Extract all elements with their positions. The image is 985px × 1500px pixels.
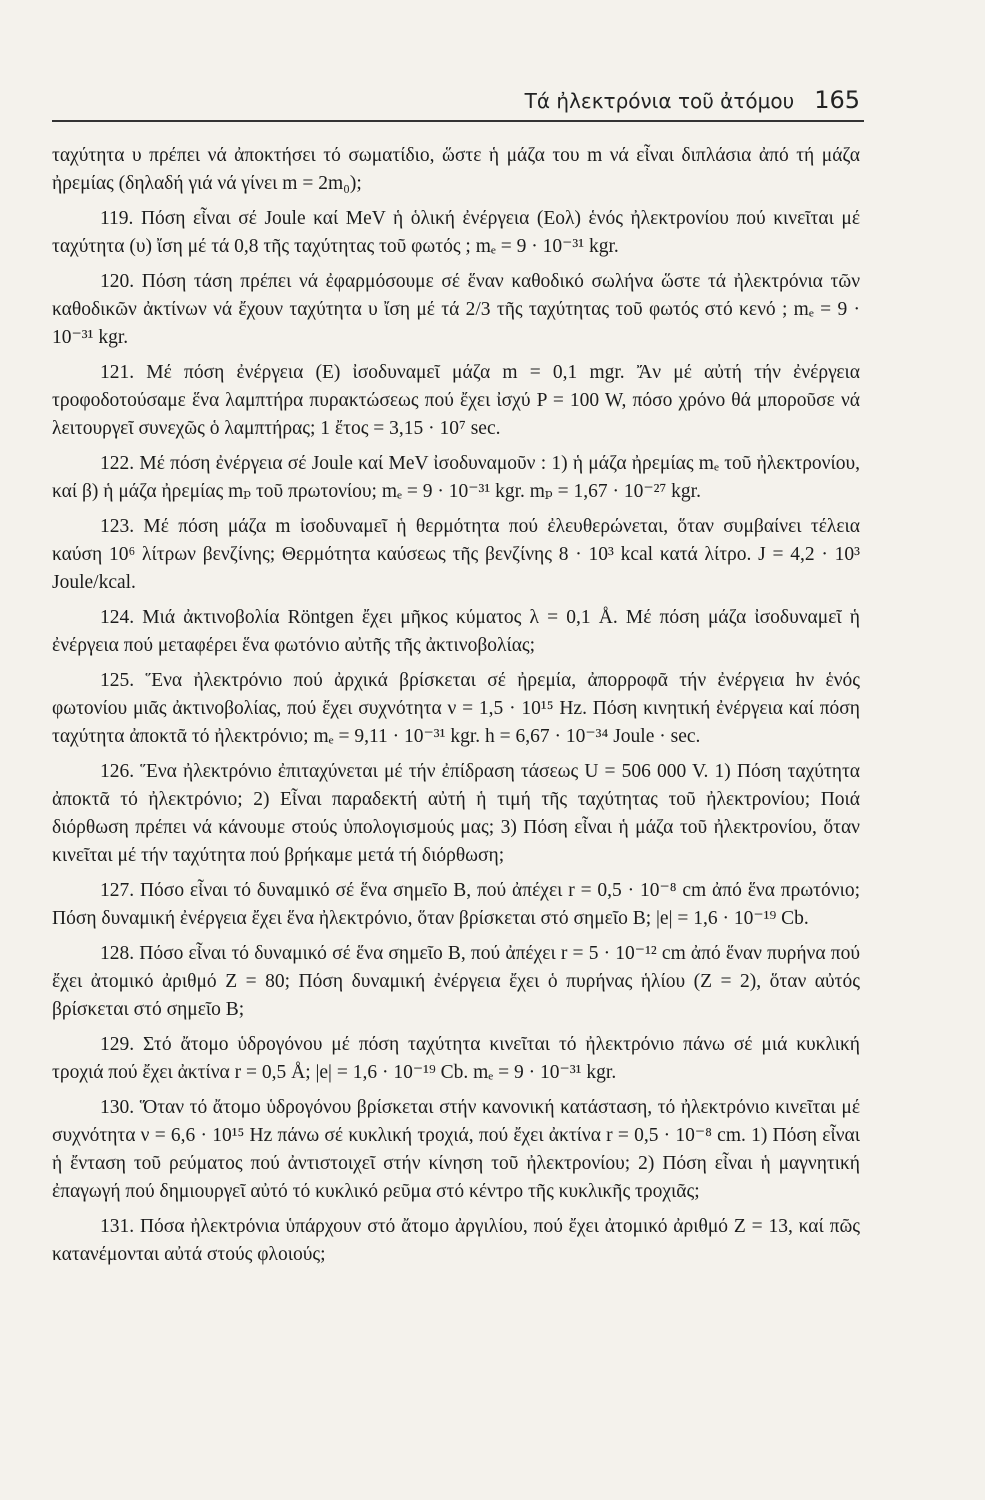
exercise-text: Μέ πόση ἐνέργεια σέ Joule καί MeV ἰσοδυναμοῦν : 1) ἡ μάζα ἠρεμίας mₑ τοῦ ἠλεκτρονίου, καί β) ἡ μάζα ἠρεμίας mₚ τοῦ πρωτονίου; mₑ = 9 · 10⁻³¹ kgr. mₚ = 1,67 · 10⁻²⁷ kgr.: [52, 453, 861, 502]
exercise-123: [52, 513, 860, 597]
paragraph-text: ταχύτητα υ πρέπει νά ἀποκτήσει τό σωματίδιο, ὥστε ἡ μάζα του m νά εἶναι διπλάσια ἀπό τή μάζα ἠρεμίας (δηλαδή γιά νά γίνει m = 2m₀);: [52, 145, 860, 194]
exercise-number: 130.: [100, 1097, 135, 1118]
exercise-text: Ἕνα ἠλεκτρόνιο πού ἀρχικά βρίσκεται σέ ἠρεμία, ἀπορροφᾶ τήν ἐνέργεια hν ἑνός φωτονίου μιᾶς ἀκτινοβολίας, πού ἔχει συχνότητα ν = 1,5 · 10¹⁵ Hz. Πόση κινητική ἐνέργεια καί πόση ταχύτητα ἀποκτᾶ τό ἠλεκτρόνιο; mₑ = 9,11 · 10⁻³¹ kgr. h = 6,67 · 10⁻³⁴ Joule · sec.: [52, 670, 860, 747]
exercise-number: 127.: [100, 880, 135, 901]
exercise-128: [52, 940, 860, 1024]
exercise-text: Πόση εἶναι σέ Joule καί MeV ἡ ὁλική ἐνέργεια (Eολ) ἑνός ἠλεκτρονίου πού κινεῖται μέ ταχύτητα (υ) ἴση μέ τά 0,8 τῆς ταχύτητας τοῦ φωτός ; mₑ = 9 · 10⁻³¹ kgr.: [52, 208, 861, 257]
running-title: Τά ἠλεκτρόνια τοῦ ἀτόμου: [524, 89, 795, 113]
exercise-text: Πόσα ἠλεκτρόνια ὑπάρχουν στό ἄτομο ἀργιλίου, πού ἔχει ἀτομικό ἀριθμό Z = 13, καί πῶς κατανέμονται αὐτά στούς φλοιούς;: [52, 1216, 861, 1265]
exercise-number: 124.: [100, 607, 135, 628]
exercise-129: [52, 1031, 860, 1087]
exercise-number: 122.: [100, 453, 135, 474]
exercise-122: [52, 450, 860, 506]
exercise-119: [52, 205, 860, 261]
exercise-text: Μιά ἀκτινοβολία Röntgen ἔχει μῆκος κύματος λ = 0,1 Å. Μέ πόση μάζα ἰσοδυναμεῖ ἡ ἐνέργεια πού μεταφέρει ἕνα φωτόνιο αὐτῆς τῆς ἀκτινοβολίας;: [52, 607, 860, 656]
exercise-number: 120.: [100, 271, 135, 292]
exercise-number: 123.: [100, 516, 135, 537]
exercise-text: Μέ πόση μάζα m ἰσοδυναμεῖ ἡ θερμότητα πού ἐλευθερώνεται, ὅταν συμβαίνει τέλεια καύση 10⁶ λίτρων βενζίνης; Θερμότητα καύσεως τῆς βενζίνης 8 · 10³ kcal κατά λίτρο. J = 4,2 · 10³ Joule/kcal.: [52, 516, 860, 593]
exercise-120: [52, 268, 860, 352]
exercise-text: Ἕνα ἠλεκτρόνιο ἐπιταχύνεται μέ τήν ἐπίδραση τάσεως U = 506 000 V. 1) Πόση ταχύτητα ἀποκτᾶ τό ἠλεκτρόνιο; 2) Εἶναι παραδεκτή αὐτή ἡ τιμή τῆς ταχύτητας τοῦ ἠλεκτρονίου; Ποιά διόρθωση πρέπει νά κάνουμε στούς ὑπολογισμούς μας; 3) Πόση εἶναι ἡ μάζα τοῦ ἠλεκτρονίου, ὅταν κινεῖται μέ τήν ταχύτητα πού βρήκαμε μετά τή διόρθωση;: [52, 761, 860, 866]
running-header: [0, 86, 860, 114]
exercise-text: Ὅταν τό ἄτομο ὑδρογόνου βρίσκεται στήν κανονική κατάσταση, τό ἠλεκτρόνιο κινεῖται μέ συχνότητα ν = 6,6 · 10¹⁵ Hz πάνω σέ κυκλική τροχιά, πού ἔχει ἀκτίνα r = 0,5 · 10⁻⁸ cm. 1) Πόση εἶναι ἡ ἔνταση τοῦ ρεύματος πού ἀντιστοιχεῖ στήν κίνηση τοῦ ἠλεκτρονίου; 2) Πόση εἶναι ἡ μαγνητική ἐπαγωγή πού δημιουργεῖ αὐτό τό κυκλικό ρεῦμα στό κέντρο τῆς κυκλικῆς τροχιᾶς;: [52, 1097, 861, 1202]
exercise-121: [52, 359, 860, 443]
exercise-text: Μέ πόση ἐνέργεια (E) ἰσοδυναμεῖ μάζα m = 0,1 mgr. Ἄν μέ αὐτή τήν ἐνέργεια τροφοδοτούσαμε ἕνα λαμπτήρα πυρακτώσεως πού ἔχει ἰσχύ P = 100 W, πόσο χρόνο θά μποροῦσε νά λειτουργεῖ συνεχῶς ὁ λαμπτήρας; 1 ἔτος = 3,15 · 10⁷ sec.: [52, 362, 861, 439]
exercise-number: 128.: [100, 943, 135, 964]
page-body: [52, 142, 860, 1276]
exercise-124: [52, 604, 860, 660]
exercise-number: 129.: [100, 1034, 135, 1055]
exercise-number: 125.: [100, 670, 135, 691]
exercise-131: [52, 1213, 860, 1269]
page-number: 165: [814, 86, 860, 114]
exercise-text: Πόσο εἶναι τό δυναμικό σέ ἕνα σημεῖο B, πού ἀπέχει r = 0,5 · 10⁻⁸ cm ἀπό ἕνα πρωτόνιο; Πόση δυναμική ἐνέργεια ἔχει ἕνα ἠλεκτρόνιο, ὅταν βρίσκεται στό σημεῖο B; |e| = 1,6 · 10⁻¹⁹ Cb.: [52, 880, 860, 929]
exercise-125: [52, 667, 860, 751]
header-rule: [52, 120, 864, 122]
paragraph-continuation: [52, 142, 860, 198]
exercise-127: [52, 877, 860, 933]
exercise-number: 121.: [100, 362, 135, 383]
exercise-text: Πόση τάση πρέπει νά ἐφαρμόσουμε σέ ἕναν καθοδικό σωλήνα ὥστε τά ἠλεκτρόνια τῶν καθοδικῶν ἀκτίνων νά ἔχουν ταχύτητα υ ἴση μέ τά 2/3 τῆς ταχύτητας τοῦ φωτός στό κενό ; mₑ = 9 · 10⁻³¹ kgr.: [52, 271, 861, 348]
exercise-text: Πόσο εἶναι τό δυναμικό σέ ἕνα σημεῖο B, πού ἀπέχει r = 5 · 10⁻¹² cm ἀπό ἕναν πυρήνα πού ἔχει ἀτομικό ἀριθμό Z = 80; Πόση δυναμική ἐνέργεια ἔχει ὁ πυρήνας ἡλίου (Z = 2), ὅταν αὐτός βρίσκεται στό σημεῖο B;: [52, 943, 860, 1020]
exercise-130: [52, 1094, 860, 1206]
exercise-number: 131.: [100, 1216, 135, 1237]
exercise-text: Στό ἄτομο ὑδρογόνου μέ πόση ταχύτητα κινεῖται τό ἠλεκτρόνιο πάνω σέ μιά κυκλική τροχιά πού ἔχει ἀκτίνα r = 0,5 Å; |e| = 1,6 · 10⁻¹⁹ Cb. mₑ = 9 · 10⁻³¹ kgr.: [52, 1034, 860, 1083]
exercise-number: 119.: [100, 208, 134, 229]
exercise-126: [52, 758, 860, 870]
exercise-number: 126.: [100, 761, 135, 782]
